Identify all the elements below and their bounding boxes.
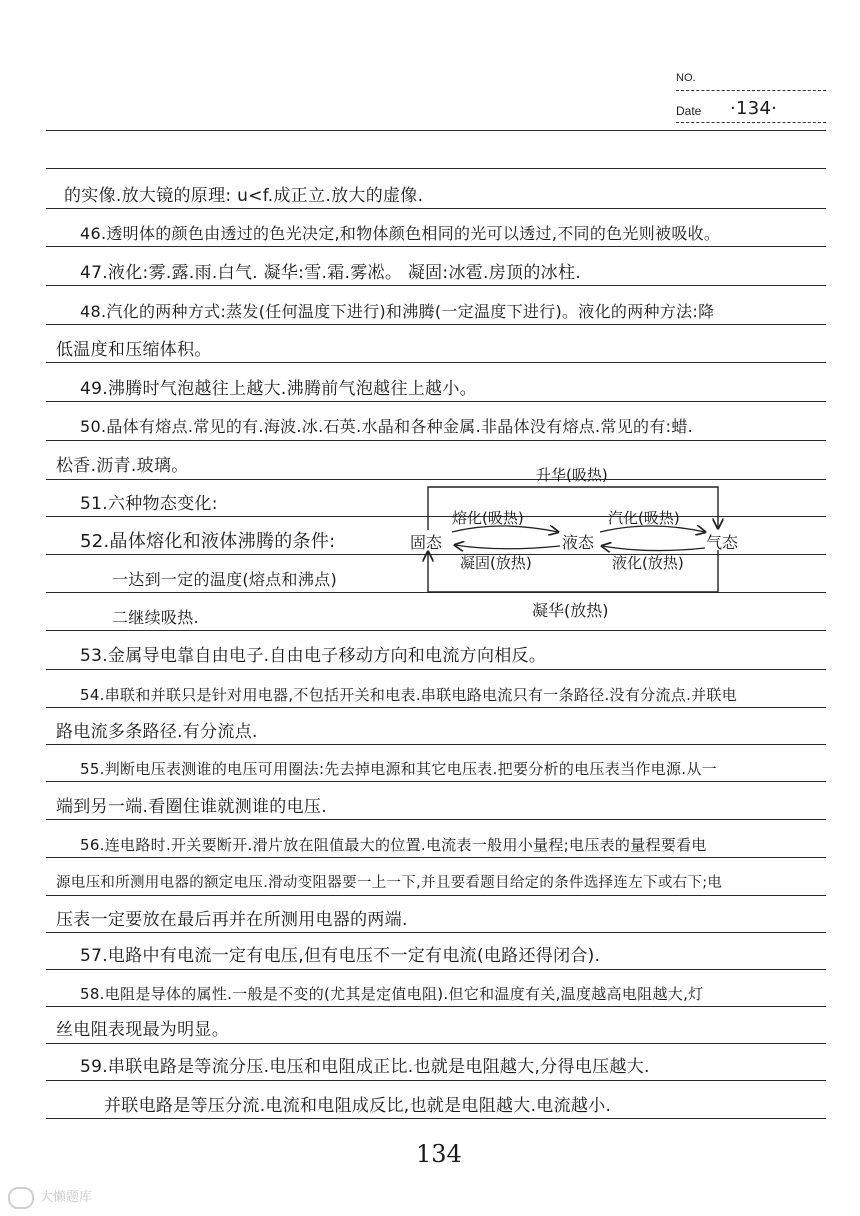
text-line-5: 低温度和压缩体积。 [56,340,212,360]
text-line-18: 56.连电路时.开关要断开.滑片放在阻值最大的位置.电流表一般用小量程;电压表的量程要看电 [80,836,707,854]
ruled-line [46,1080,826,1081]
page-number: 134 [416,1140,462,1168]
ruled-line [46,362,826,363]
text-line-16: 55.判断电压表测谁的电压可用圈法:先去掉电源和其它电压表.把要分析的电压表当作电源.从一 [80,760,717,778]
ruled-line [46,401,826,402]
diagram-gas-label: 气态 [706,533,739,552]
ruled-line [46,1043,826,1044]
ruled-line [46,707,826,708]
diagram-solid-label: 固态 [410,533,443,552]
text-line-7: 50.晶体有熔点.常见的有.海波.冰.石英.水晶和各种金属.非晶体没有熔点.常见的有:蜡. [80,417,694,436]
text-line-24: 59.串联电路是等流分压.电压和电阻成正比.也就是电阻越大,分得电压越大. [80,1057,650,1077]
text-line-12: 二继续吸热. [112,608,199,627]
ruled-line [46,324,826,325]
text-line-21: 57.电路中有电流一定有电压,但有电压不一定有电流(电路还得闭合). [80,946,601,966]
ruled-line [46,781,826,782]
text-line-1: 的实像.放大镜的原理: u<f.成正立.放大的虚像. [64,186,424,206]
text-line-9: 51.六种物态变化: [80,494,218,514]
watermark [8,1186,92,1209]
text-line-4: 48.汽化的两种方式:蒸发(任何温度下进行)和沸腾(一定温度下进行)。液化的两种方法:降 [80,302,715,321]
text-line-13: 53.金属导电靠自由电子.自由电子移动方向和电流方向相反。 [80,646,547,666]
text-line-25: 并联电路是等压分流.电流和电阻成反比,也就是电阻越大.电流越小. [104,1096,612,1116]
diagram-solidification-label: 凝固(放热) [460,554,532,572]
diagram-melting-label: 熔化(吸热) [452,509,524,527]
ruled-line [46,246,826,247]
ruled-line [46,857,826,858]
date-underline [676,122,826,123]
ruled-line [46,630,826,631]
text-line-15: 路电流多条路径.有分流点. [56,722,258,742]
liquefaction-arrow [602,546,705,551]
ruled-line [46,1006,826,1007]
text-line-17: 端到另一端.看圈住谁就测谁的电压. [56,797,327,817]
no-underline [676,90,826,91]
solidification-arrow [455,545,560,549]
text-line-3: 47.液化:雾.露.雨.白气. 凝华:雪.霜.雾凇。 凝固:冰雹.房顶的冰柱. [80,263,581,283]
ruled-line [46,969,826,970]
text-line-11: 一达到一定的温度(熔点和沸点) [112,570,337,589]
ruled-line [46,819,826,820]
ruled-line [46,479,826,480]
date-label: Date [676,104,702,118]
ruled-line [46,932,826,933]
text-line-19: 源电压和所测用电器的额定电压.滑动变阻器要一上一下,并且要看题目给定的条件选择连左下或右下;电 [56,875,723,891]
ruled-line [46,516,826,517]
ruled-line [46,744,826,745]
date-value: ·134· [730,98,778,119]
diagram-deposition-label: 凝华(放热) [532,601,609,620]
ruled-line [46,130,826,131]
text-line-14: 54.串联和并联只是针对用电器,不包括开关和电表.串联电路电流只有一条路径.没有分流点.并联电 [80,686,738,704]
text-line-22: 58.电阻是导体的属性.一般是不变的(尤其是定值电阻).但它和温度有关,温度越高电阻越大,灯 [80,985,704,1003]
text-line-20: 压表一定要放在最后再并在所测用电器的两端. [56,910,408,930]
ruled-line [46,285,826,286]
ruled-line [46,440,826,441]
ruled-line [46,1118,826,1119]
watermark-text: 大懒题库 [40,1190,93,1205]
text-line-23: 丝电阻表现最为明显。 [56,1020,229,1040]
ruled-line [46,208,826,209]
ruled-line [46,554,826,555]
text-line-6: 49.沸腾时气泡越往上越大.沸腾前气泡越往上越小。 [80,379,477,399]
text-line-10: 52.晶体熔化和液体沸腾的条件: [80,531,336,552]
watermark-logo-icon [8,1187,34,1209]
diagram-vaporization-label: 汽化(吸热) [608,509,680,527]
ruled-line [46,592,826,593]
ruled-line [46,895,826,896]
diagram-sublimation-label: 升华(吸热) [536,466,608,484]
no-label: NO. [676,72,696,84]
text-line-8: 松香.沥青.玻璃。 [56,456,189,476]
text-line-2: 46.透明体的颜色由透过的色光决定,和物体颜色相同的光可以透过,不同的色光则被吸收。 [80,224,721,243]
ruled-line [46,669,826,670]
ruled-line [46,168,826,169]
diagram-liquid-label: 液态 [562,533,595,552]
diagram-liquefaction-label: 液化(放热) [612,554,684,572]
